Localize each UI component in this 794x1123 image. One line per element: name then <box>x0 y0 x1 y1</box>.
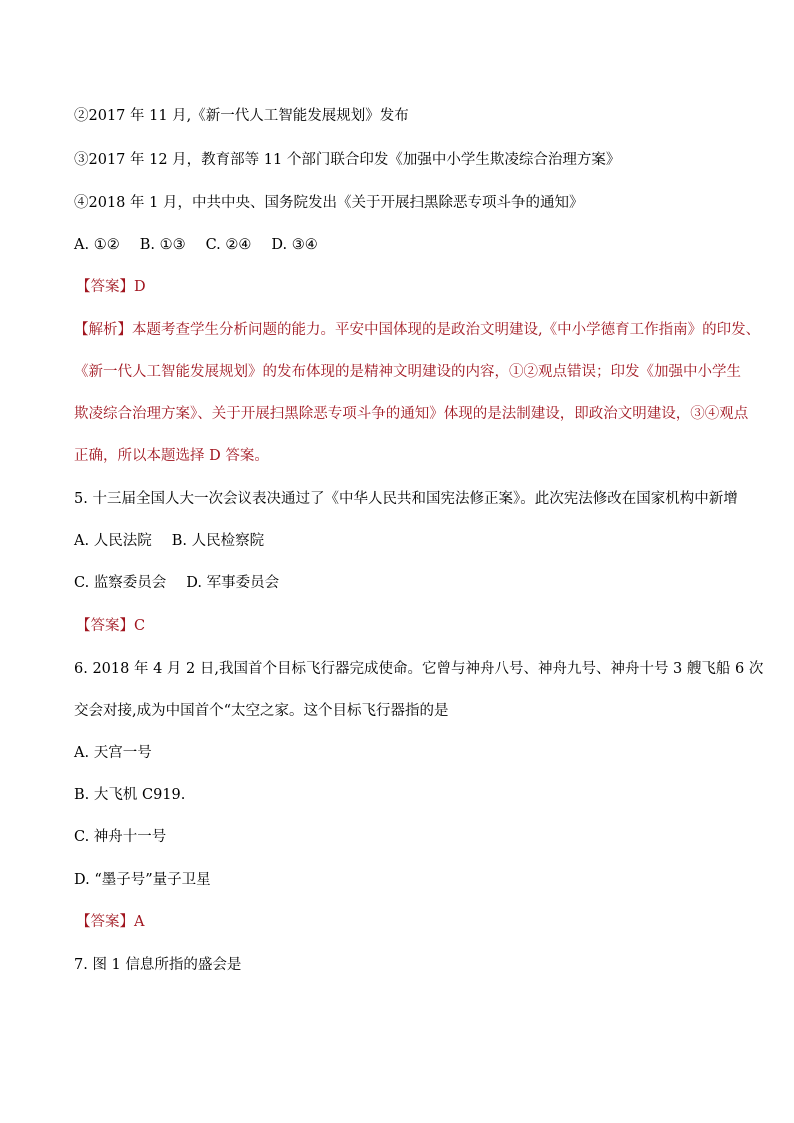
q4-options <box>74 235 318 255</box>
q4-item-3: ③2017 年 12 月，教育部等 11 个部门联合印发《加强中小学生欺凌综合治理方案》 <box>74 152 621 168</box>
q4-analysis-line: 《新一代人工智能发展规划》的发布体现的是精神文明建设的内容，①②观点错误；印发《加强中小学生 <box>74 364 741 380</box>
q5-options-row-2 <box>74 573 279 593</box>
q6-option-c: C. 神舟十一号 <box>74 829 167 845</box>
q6-answer: 【答案】A <box>76 914 145 930</box>
q4-analysis-line: 正确，所以本题选择 D 答案。 <box>74 448 269 464</box>
q5-option-d: D. 军事委员会 <box>186 575 280 591</box>
q4-item-2: ②2017 年 11 月,《新一代人工智能发展规划》发布 <box>74 108 409 124</box>
q4-analysis-line: 【解析】本题考查学生分析问题的能力。平安中国体现的是政治文明建设,《中小学德育工作指南》的印发、 <box>74 322 761 338</box>
q5-answer: 【答案】C <box>76 618 146 634</box>
q4-option-a: A. ①② <box>74 237 120 253</box>
q6-stem-line: 交会对接,成为中国首个“太空之家。这个目标飞行器指的是 <box>74 703 449 719</box>
q5-options-row-1 <box>74 531 264 551</box>
q6-option-d: D. “墨子号”量子卫星 <box>74 872 211 888</box>
q4-option-b: B. ①③ <box>139 237 186 253</box>
q7-stem: 7. 图 1 信息所指的盛会是 <box>74 957 242 973</box>
q5-option-c: C. 监察委员会 <box>74 575 167 591</box>
q6-option-b: B. 大飞机 C919. <box>74 787 186 803</box>
q5-option-a: A. 人民法院 <box>74 533 152 549</box>
q4-answer: 【答案】D <box>76 279 146 295</box>
q6-option-a: A. 天宫一号 <box>74 745 152 761</box>
q4-item-4: ④2018 年 1 月，中共中央、国务院发出《关于开展扫黑除恶专项斗争的通知》 <box>74 195 584 211</box>
q5-option-b: B. 人民检察院 <box>171 533 265 549</box>
q4-option-c: C. ②④ <box>205 237 252 253</box>
q6-stem-line: 6. 2018 年 4 月 2 日,我国首个目标飞行器完成使命。它曾与神舟八号、神舟九号、神舟十号 3 艘飞船 6 次 <box>74 661 764 677</box>
q4-option-d: D. ③④ <box>271 237 318 253</box>
q5-stem: 5. 十三届全国人大一次会议表决通过了《中华人民共和国宪法修正案》。此次宪法修改在国家机构中新增 <box>74 491 738 507</box>
q4-analysis-line: 欺凌综合治理方案》、关于开展扫黑除恶专项斗争的通知》体现的是法制建设，即政治文明建设，③④观点 <box>74 406 749 422</box>
